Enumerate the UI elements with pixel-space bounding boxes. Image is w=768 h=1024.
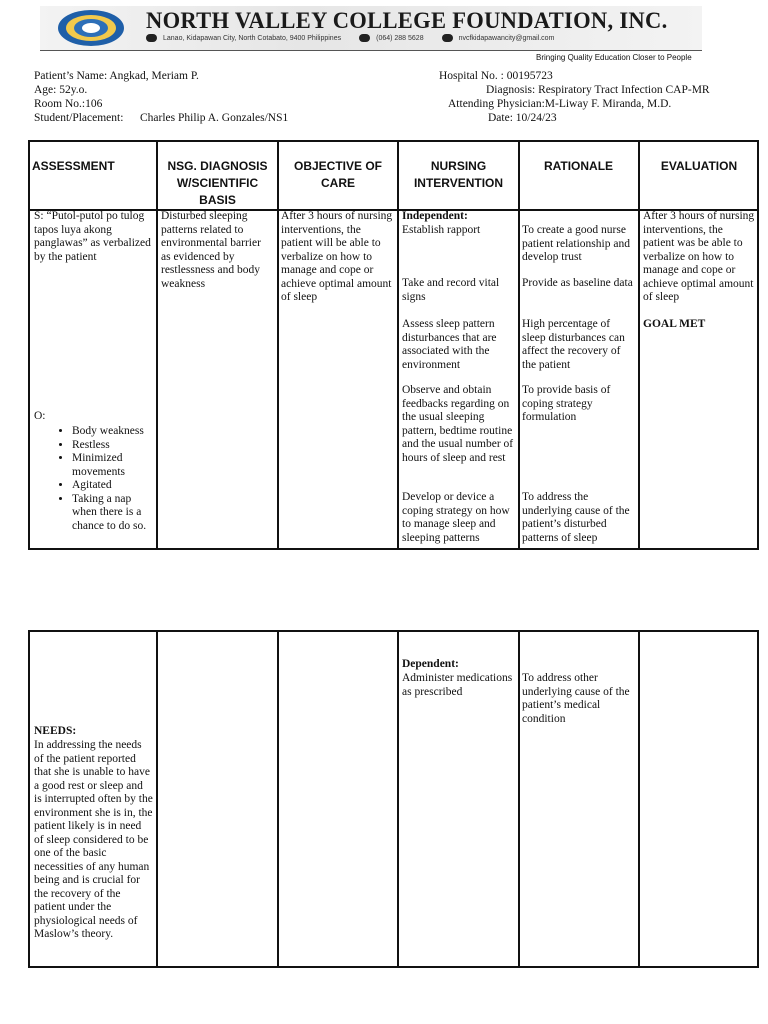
- column-divider: [397, 142, 399, 548]
- assessment-objective-list: [34, 425, 153, 533]
- column-divider: [397, 632, 399, 966]
- header-assessment: ASSESSMENT: [32, 159, 115, 173]
- date: Date: 10/24/23: [488, 112, 557, 124]
- location-icon: [146, 34, 157, 42]
- evaluation-result: GOAL MET: [643, 318, 706, 330]
- column-divider: [638, 142, 640, 548]
- list-item: • Agitated: [72, 479, 153, 493]
- needs-text: In addressing the needs of the patient reported that she is unable to have a good rest or sleep and is interrupted often by the environment she is in, the patient likely is in need of sleep considered to be one of the basic necessities of any human being and is crucial for the recovery of the patient under the physiological needs of Maslow’s theory.: [34, 739, 153, 940]
- header-diagnosis: NSG. DIAGNOSIS W/SCIENTIFIC BASIS: [167, 159, 268, 207]
- assessment-objective-label: O:: [34, 410, 46, 422]
- rationale-item: Provide as baseline data: [522, 277, 633, 289]
- header-evaluation: EVALUATION: [660, 159, 738, 173]
- dependent-intervention: Administer medications as prescribed: [402, 672, 513, 698]
- column-divider: [518, 142, 520, 548]
- email-address: nvcfkidapawancity@gmail.com: [458, 34, 555, 42]
- list-item: • Body weakness: [72, 425, 153, 439]
- header-divider: [40, 50, 702, 51]
- room-number: Room No.:106: [34, 98, 103, 110]
- rationale-item: To provide basis of coping strategy formulation: [522, 384, 611, 423]
- college-logo-icon: [56, 8, 126, 48]
- college-name: NORTH VALLEY COLLEGE FOUNDATION, INC.: [146, 8, 668, 33]
- address: Lanao, Kidapawan City, North Cotabato, 9400 Philippines: [163, 34, 342, 42]
- intervention-item: Develop or device a coping strategy on how to manage sleep and sleeping patterns: [402, 491, 510, 544]
- contact-row: [146, 34, 572, 42]
- intervention-item: Take and record vital signs: [402, 277, 500, 303]
- list-item: • Minimized movements: [72, 452, 153, 479]
- dependent-label: Dependent:: [402, 658, 459, 670]
- hospital-number: Hospital No. : 00195723: [439, 70, 553, 82]
- list-item: • Restless: [72, 439, 153, 453]
- needs-label: NEEDS:: [34, 725, 77, 737]
- tagline: Bringing Quality Education Closer to People: [536, 53, 692, 62]
- care-plan-table-continued: [28, 630, 759, 968]
- email-icon: [442, 34, 453, 42]
- rationale-item: To address the underlying cause of the patient’s disturbed patterns of sleep: [522, 491, 630, 544]
- column-divider: [156, 632, 158, 966]
- nursing-diagnosis-text: Disturbed sleeping patterns related to environmental barrier as evidenced by restlessness and body weakness: [161, 210, 261, 290]
- assessment-subjective: S: “Putol-putol po tulog tapos luya akong panglawas” as verbalized by the patient: [34, 210, 151, 263]
- column-divider: [277, 142, 279, 548]
- dependent-rationale: To address other underlying cause of the patient’s medical condition: [522, 672, 630, 725]
- phone-number: (064) 288 5628: [376, 34, 424, 42]
- attending-physician: Attending Physician:M-Liway F. Miranda, M.D.: [448, 98, 672, 110]
- column-divider: [277, 632, 279, 966]
- header-intervention: NURSING INTERVENTION: [413, 159, 504, 190]
- phone-icon: [359, 34, 370, 42]
- rationale-item: High percentage of sleep disturbances can affect the recovery of the patient: [522, 318, 625, 371]
- intervention-item: Assess sleep pattern disturbances that are associated with the environment: [402, 318, 497, 371]
- patient-name: Patient’s Name: Angkad, Meriam P.: [34, 70, 199, 82]
- header-rationale: RATIONALE: [543, 159, 614, 173]
- intervention-item: Observe and obtain feedbacks regarding on the usual sleeping pattern, bedtime routine and the usual number of hours of sleep and rest: [402, 384, 514, 464]
- student-placement-label: Student/Placement:: [34, 112, 124, 124]
- student-placement-value: Charles Philip A. Gonzales/NS1: [140, 112, 289, 124]
- objective-of-care-text: After 3 hours of nursing interventions, the patient will be able to verbalize on how to manage and cope or achieve optimal amount of sleep: [281, 210, 393, 303]
- list-item: • Taking a nap when there is a chance to do so.: [72, 493, 153, 534]
- patient-age: Age: 52y.o.: [34, 84, 88, 96]
- evaluation-text: After 3 hours of nursing interventions, the patient was be able to verbalize on how to manage and cope or achieve optimal amount of sleep: [643, 210, 755, 303]
- independent-label: Independent:: [402, 210, 468, 222]
- column-divider: [638, 632, 640, 966]
- care-plan-table: [28, 140, 759, 550]
- header-objective: OBJECTIVE OF CARE: [293, 159, 382, 190]
- diagnosis: Diagnosis: Respiratory Tract Infection CAP-MR: [486, 84, 710, 96]
- column-divider: [518, 632, 520, 966]
- intervention-item: Establish rapport: [402, 224, 481, 236]
- rationale-item: To create a good nurse patient relationship and develop trust: [522, 224, 630, 263]
